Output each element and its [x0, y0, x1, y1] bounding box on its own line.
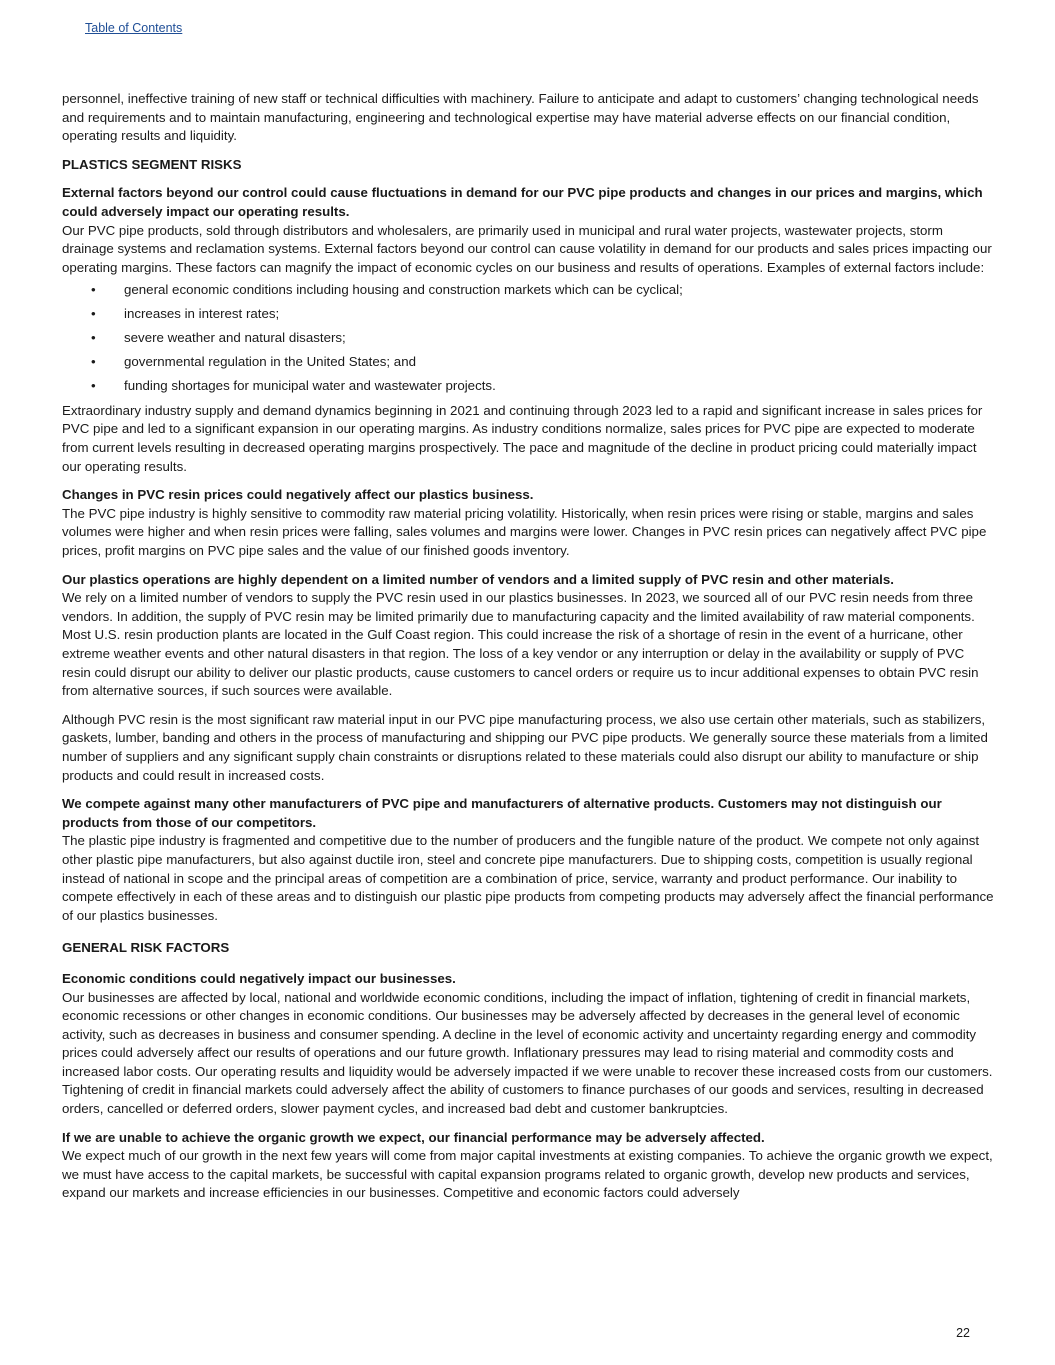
risk-competition — [62, 795, 994, 925]
risk-plastics-demand — [62, 184, 994, 277]
list-item: • increases in interest rates; — [62, 305, 994, 324]
page-number: 22 — [956, 1326, 970, 1340]
risk-body: Our businesses are affected by local, national and worldwide economic conditions, including the impact of inflation, tightening of credit in financial markets, economic recessions or other changes in economic conditions. Our businesses may be adversely affected by decreases in the general level of economic activity, such as decreases in business and consumer spending. A decline in the level of economic activity and uncertainty regarding energy and commodity prices could adversely affect our results of operations and our future growth. Inflationary pressures may lead to rising material and commodity costs and increased labor costs. Our operating results and liquidity would be adversely impacted if we were unable to recover these increased costs from our customers. Tightening of credit in financial markets could adversely affect the ability of customers to finance purchases of our goods and services, resulting in decreased orders, cancelled or deferred orders, slower payment cycles, and increased bad debt and customer bankruptcies. — [62, 989, 993, 1117]
external-factors-list — [62, 281, 994, 396]
risk-organic-growth — [62, 1129, 994, 1203]
bullet-icon: • — [91, 282, 96, 298]
bullet-icon: • — [91, 354, 96, 370]
document-body — [62, 90, 994, 1213]
risk-heading: If we are unable to achieve the organic growth we expect, our financial performance may be adversely affected. — [62, 1129, 765, 1145]
risk-vendor-dependence — [62, 571, 994, 701]
risk-body: The PVC pipe industry is highly sensitive to commodity raw material pricing volatility. Historically, when resin prices were rising or stable, margins and sales volumes were higher and when resin prices were falling, sales volumes and margins were lower. Changes in PVC resin prices can negatively affect PVC pipe prices, profit margins on PVC pipe sales and the value of our finished goods inventory. — [62, 505, 987, 559]
list-item: • general economic conditions including housing and construction markets which can be cyclical; — [62, 281, 994, 300]
other-materials-paragraph: Although PVC resin is the most significant raw material input in our PVC pipe manufacturing process, we also use certain other materials, such as stabilizers, gaskets, lumber, banding and others in the process of manufacturing and shipping our PVC pipe products. We generally source these materials from a limited number of suppliers and any significant supply chain constraints or disruptions related to these materials could also disrupt our ability to manufacture or ship products and could result in increased costs. — [62, 711, 988, 783]
risk-body: The plastic pipe industry is fragmented and competitive due to the number of producers and the fungible nature of the product. We compete not only against other plastic pipe manufacturers, but also against ductile iron, steel and concrete pipe manufacturers. Due to shipping costs, competition is usually regional instead of national in scope and the principal areas of competition are a combination of price, service, warranty and product performance. Our inability to compete effectively in each of these areas and to distinguish our plastic pipe products from competing products may adversely affect the financial performance of our plastics businesses. — [62, 833, 994, 923]
bullet-icon: • — [91, 306, 96, 322]
list-item: • governmental regulation in the United States; and — [62, 353, 994, 372]
risk-body: We rely on a limited number of vendors to supply the PVC resin used in our plastics businesses. In 2023, we sourced all of our PVC resin needs from three vendors. In addition, the supply of PVC resin may be limited primarily due to manufacturing capacity and the limited availability of raw material components. Most U.S. resin production plants are located in the Gulf Coast region. This could increase the risk of a shortage of resin in the event of a hurricane, other extreme weather events and other natural disasters in that region. The loss of a key vendor or any interruption or delay in the availability or supply of PVC resin could disrupt our ability to deliver our plastic products, cause customers to cancel orders or require us to incur additional expenses to obtain PVC resin from alternative sources, if such sources were available. — [62, 590, 979, 699]
risk-economic-conditions — [62, 970, 994, 1119]
list-item: • severe weather and natural disasters; — [62, 329, 994, 348]
bullet-icon: • — [91, 378, 96, 394]
table-of-contents-link[interactable]: Table of Contents — [85, 21, 183, 35]
risk-resin-prices — [62, 486, 994, 560]
general-section-title: GENERAL RISK FACTORS — [62, 940, 230, 956]
list-item: • funding shortages for municipal water and wastewater projects. — [62, 377, 994, 396]
risk-heading: Changes in PVC resin prices could negatively affect our plastics business. — [62, 487, 534, 503]
risk-body: We expect much of our growth in the next few years will come from major capital investments at existing companies. To achieve the organic growth we expect, we must have access to the capital markets, be successful with capital expansion programs related to organic growth, develop new products and services, expand our markets and increase efficiencies in our businesses. Competitive and economic factors could adversely — [62, 1148, 993, 1201]
plastics-section-title: PLASTICS SEGMENT RISKS — [62, 156, 242, 172]
industry-dynamics-paragraph: Extraordinary industry supply and demand dynamics beginning in 2021 and continuing through 2023 led to a rapid and significant increase in sales prices for PVC pipe and led to a significant expansion in our operating margins. As industry conditions normalize, sales prices for PVC pipe are expected to moderate from current levels resulting in decreased operating margins prospectively. The pace and magnitude of the decline in product pricing could materially impact our operating results. — [62, 402, 983, 474]
intro-paragraph: personnel, ineffective training of new staff or technical difficulties with machinery. Failure to anticipate and adapt to customers’ changing technological needs and requirements and to maintain manufacturing, engineering and technological expertise may have material adverse effects on our financial condition, operating results and liquidity. — [62, 91, 979, 144]
risk-heading: External factors beyond our control could cause fluctuations in demand for our PVC pipe products and changes in our prices and margins, which could adversely impact our operating results. — [62, 185, 983, 219]
risk-heading: Our plastics operations are highly dependent on a limited number of vendors and a limited supply of PVC resin and other materials. — [62, 571, 894, 587]
risk-heading: Economic conditions could negatively impact our businesses. — [62, 970, 456, 986]
risk-heading: We compete against many other manufacturers of PVC pipe and manufacturers of alternative products. Customers may not distinguish our products from those of our competitors. — [62, 796, 942, 830]
risk-body: Our PVC pipe products, sold through distributors and wholesalers, are primarily used in municipal and rural water projects, wastewater projects, storm drainage systems and reclamation systems. External factors beyond our control can cause volatility in demand for our products and sales prices impacting our operating margins. These factors can magnify the impact of economic cycles on our business and results of operations. Examples of external factors include: — [62, 222, 992, 275]
bullet-icon: • — [91, 330, 96, 346]
